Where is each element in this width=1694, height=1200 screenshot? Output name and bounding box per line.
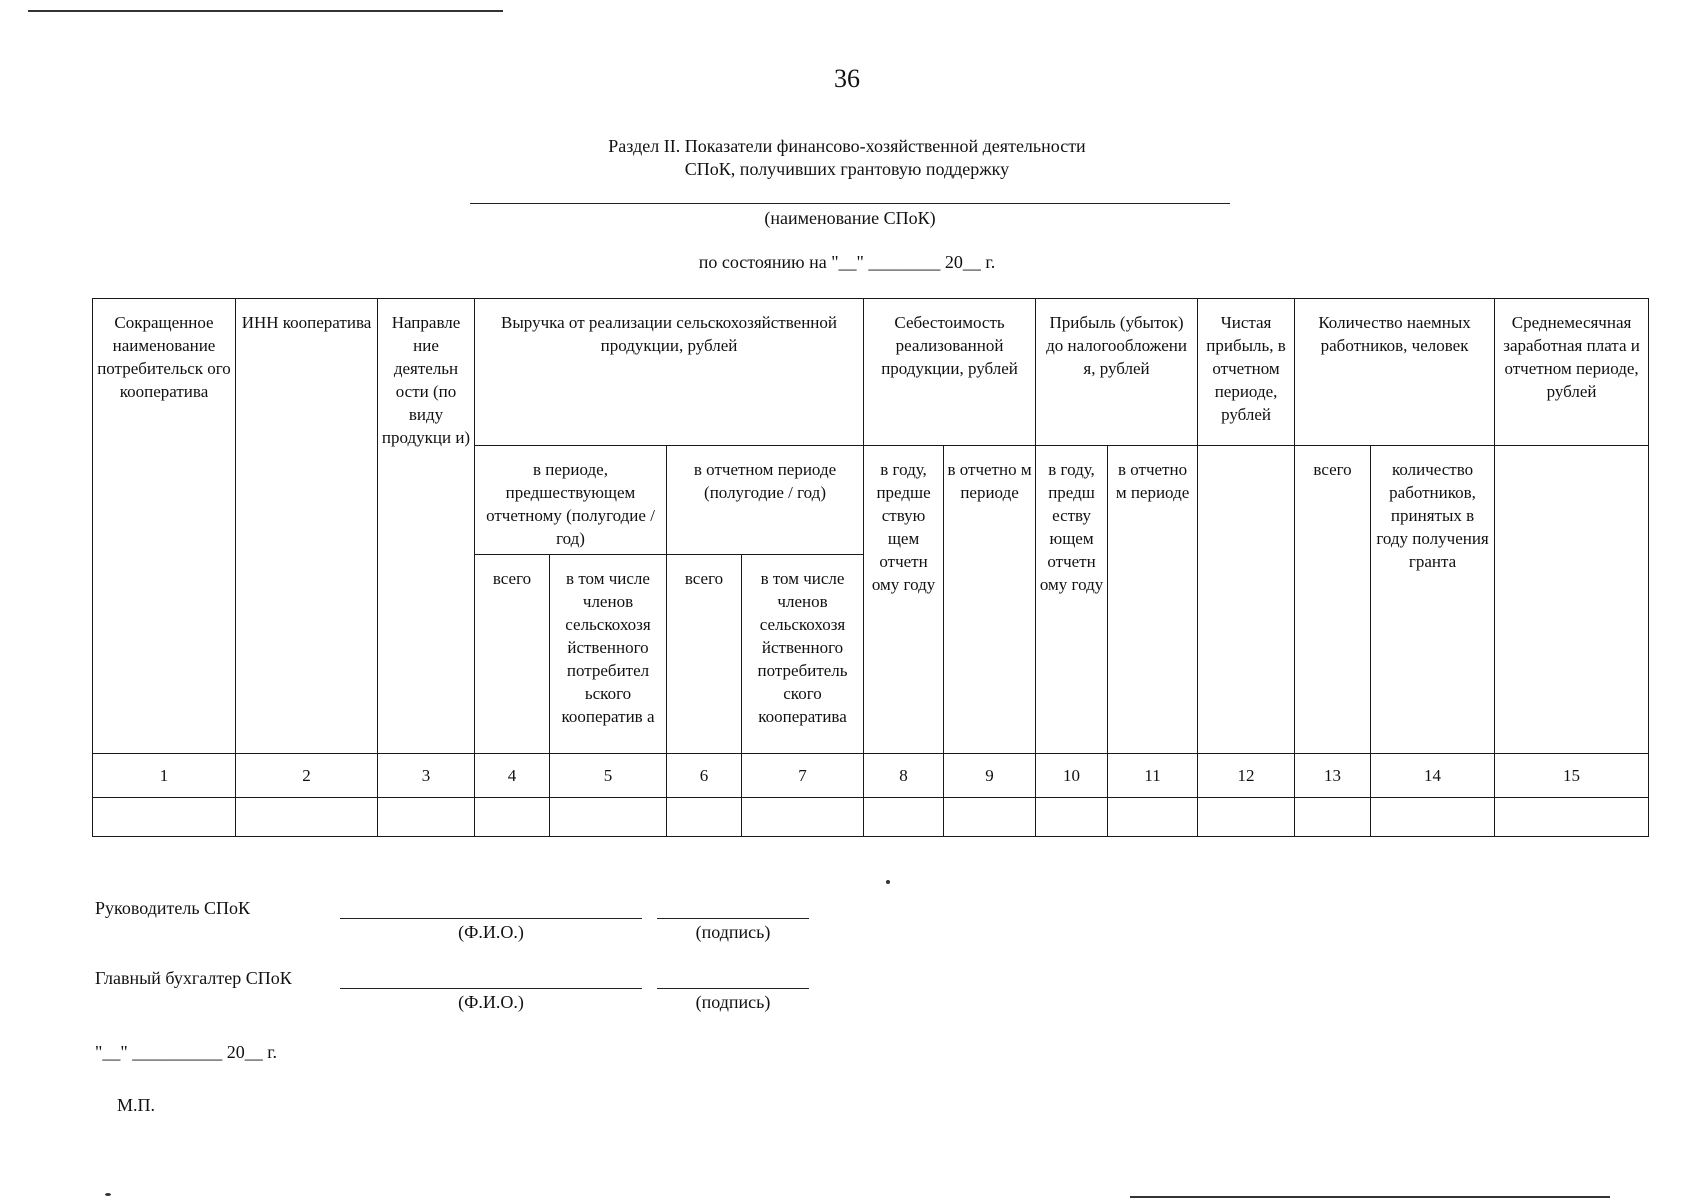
page-number: 36 xyxy=(834,64,860,93)
head-fio-caption: (Ф.И.О.) xyxy=(458,922,524,942)
column-number: 2 xyxy=(236,754,378,798)
header-profit-curr: в отчетно м периоде xyxy=(1108,446,1198,754)
column-number: 10 xyxy=(1036,754,1108,798)
column-number: 14 xyxy=(1371,754,1495,798)
header-profit-prev-year: в году, предш еству ющем отчетн ому году xyxy=(1036,446,1108,754)
data-cell[interactable] xyxy=(1036,798,1108,837)
header-profit: Прибыль (убыток) до налогообложени я, рублей xyxy=(1036,299,1198,446)
data-cell[interactable] xyxy=(1495,798,1649,837)
header-net-profit: Чистая прибыль, в отчетном периоде, рублей xyxy=(1198,299,1295,446)
header-inn: ИНН кооператива xyxy=(236,299,378,754)
header-cost-prev-year: в году, предше ствую щем отчетн ому году xyxy=(864,446,944,754)
column-number: 4 xyxy=(475,754,550,798)
header-revenue: Выручка от реализации сельскохозяйственной продукции, рублей xyxy=(475,299,864,446)
accountant-sign-caption: (подпись) xyxy=(695,992,771,1012)
empty-data-row xyxy=(93,798,1649,837)
accountant-fio-line[interactable] xyxy=(340,988,642,989)
column-number: 15 xyxy=(1495,754,1649,798)
header-cost: Себестоимость реализованной продукции, рублей xyxy=(864,299,1036,446)
scan-speck xyxy=(886,880,890,884)
column-number: 13 xyxy=(1295,754,1371,798)
sign-date: "__" __________ 20__ г. xyxy=(95,1042,278,1062)
header-rev-prev-total: всего xyxy=(475,555,550,754)
scan-speck xyxy=(105,1193,111,1196)
head-fio-line[interactable] xyxy=(340,918,642,919)
coop-name-caption: (наименование СПоК) xyxy=(764,208,936,228)
column-number-row xyxy=(93,754,1649,798)
column-number: 1 xyxy=(93,754,236,798)
data-cell[interactable] xyxy=(236,798,378,837)
accountant-sign-line[interactable] xyxy=(657,988,809,989)
column-number: 8 xyxy=(864,754,944,798)
header-workers: Количество наемных работников, человек xyxy=(1295,299,1495,446)
data-cell[interactable] xyxy=(864,798,944,837)
header-workers-hired: количество работников, принятых в году получения гранта xyxy=(1371,446,1495,754)
header-activity: Направле ние деятельн ости (по виду продукци и) xyxy=(378,299,475,754)
header-coop-name: Сокращенное наименование потребительск ого кооператива xyxy=(93,299,236,754)
column-number: 9 xyxy=(944,754,1036,798)
column-number: 7 xyxy=(742,754,864,798)
data-cell[interactable] xyxy=(1108,798,1198,837)
coop-name-line xyxy=(470,203,1230,204)
header-workers-total: всего xyxy=(1295,446,1371,754)
data-cell[interactable] xyxy=(1371,798,1495,837)
scan-border-bottom xyxy=(1130,1196,1610,1198)
header-revenue-prev: в периоде, предшествующем отчетному (полугодие / год) xyxy=(475,446,667,555)
header-rev-curr-total: всего xyxy=(667,555,742,754)
header-revenue-curr: в отчетном периоде (полугодие / год) xyxy=(667,446,864,555)
data-cell[interactable] xyxy=(93,798,236,837)
header-net-profit-sub xyxy=(1198,446,1295,754)
column-number: 12 xyxy=(1198,754,1295,798)
head-label: Руководитель СПоК xyxy=(95,898,251,918)
header-row-1 xyxy=(93,299,1649,446)
stamp-place: М.П. xyxy=(117,1095,156,1115)
header-avg-salary: Среднемесячная заработная плата и отчетном периоде, рублей xyxy=(1495,299,1649,446)
scan-border-top xyxy=(28,10,503,12)
data-cell[interactable] xyxy=(378,798,475,837)
data-cell[interactable] xyxy=(667,798,742,837)
as-of-date: по состоянию на "__" ________ 20__ г. xyxy=(698,252,996,272)
data-cell[interactable] xyxy=(550,798,667,837)
head-sign-caption: (подпись) xyxy=(695,922,771,942)
header-cost-curr: в отчетно м периоде xyxy=(944,446,1036,754)
column-number: 6 xyxy=(667,754,742,798)
header-avg-salary-sub xyxy=(1495,446,1649,754)
data-cell[interactable] xyxy=(944,798,1036,837)
section-title-line1: Раздел II. Показатели финансово-хозяйственной деятельности xyxy=(608,136,1086,156)
section-title-line2: СПоК, получивших грантовую поддержку xyxy=(684,159,1010,179)
column-number: 5 xyxy=(550,754,667,798)
header-rev-prev-members: в том числе членов сельскохозя йственного потребител ьского кооператив а xyxy=(550,555,667,754)
accountant-label: Главный бухгалтер СПоК xyxy=(95,968,292,988)
data-cell[interactable] xyxy=(1198,798,1295,837)
financial-indicators-table xyxy=(92,298,1649,837)
column-number: 3 xyxy=(378,754,475,798)
column-number: 11 xyxy=(1108,754,1198,798)
accountant-fio-caption: (Ф.И.О.) xyxy=(458,992,524,1012)
data-cell[interactable] xyxy=(475,798,550,837)
data-cell[interactable] xyxy=(742,798,864,837)
header-rev-curr-members: в том числе членов сельскохозя йственного потребитель ского кооператива xyxy=(742,555,864,754)
data-cell[interactable] xyxy=(1295,798,1371,837)
head-sign-line[interactable] xyxy=(657,918,809,919)
